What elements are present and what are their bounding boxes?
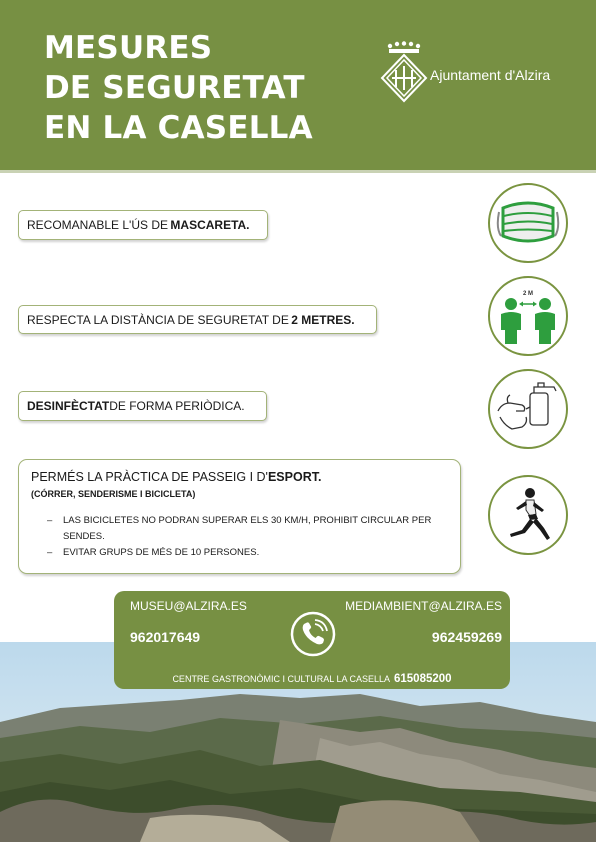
title-line-3: EN LA CASELLA: [44, 110, 313, 146]
centre-phone-link[interactable]: 615085200: [393, 673, 452, 685]
email-mediambient-link[interactable]: MEDIAMBIENT@ALZIRA.ES: [345, 599, 502, 613]
ajuntament-logo: [378, 40, 578, 110]
phone-right-link[interactable]: 962459269: [431, 629, 502, 645]
rule-mask-text: RECOMANABLE L'ÚS DE: [27, 218, 168, 232]
hand-sanitizer-icon: [488, 369, 568, 449]
logo-text: Ajuntament d'Alzira: [430, 67, 551, 83]
title-line-1: MESURES: [44, 30, 213, 66]
rule-distance-text: RESPECTA LA DISTÀNCIA DE SEGURETAT DE: [27, 312, 289, 327]
list-item: – LAS BICICLETES NO PODRAN SUPERAR ELS 30 KM/H, PROHIBIT CIRCULAR PER SENDES.: [63, 513, 448, 545]
svg-text:2 M: 2 M: [522, 291, 534, 297]
rule-sport-lead-bold: ESPORT.: [267, 470, 322, 484]
rule-sport-lead: [31, 470, 448, 484]
phone-left-link[interactable]: 962017649: [130, 629, 201, 645]
rule-distance: [18, 305, 377, 334]
centre-name: CENTRE GASTRONÒMIC I CULTURAL LA CASELLA: [172, 674, 390, 684]
rule-disinfect: [18, 391, 267, 421]
rule-mask: [18, 210, 268, 240]
rule-sport: [18, 459, 461, 574]
list-item: – EVITAR GRUPS DE MÉS DE 10 PERSONES.: [63, 545, 448, 561]
email-museu-link[interactable]: MUSEU@ALZIRA.ES: [130, 599, 247, 613]
page-title: [44, 28, 313, 148]
rule-disinfect-text: DE FORMA PERIÒDICA.: [109, 399, 245, 413]
phone-icon: [290, 611, 336, 657]
rule-sport-subtitle: (CÓRRER, SENDERISME I BICICLETA): [31, 489, 196, 499]
coat-of-arms-icon: [378, 40, 438, 110]
face-mask-icon: [488, 183, 568, 263]
header-divider: [0, 170, 596, 173]
rule-disinfect-bold: DESINFÈCTAT: [27, 399, 110, 413]
rule-distance-bold: 2 METRES.: [291, 312, 355, 327]
contact-footer: [114, 673, 510, 685]
rule-sport-list: [31, 513, 448, 561]
social-distance-icon: [488, 276, 568, 356]
runner-icon: [488, 475, 568, 555]
rule-sport-lead-text: PERMÉS LA PRÀCTICA DE PASSEIG I D': [31, 470, 268, 484]
contact-card: [114, 591, 510, 689]
rule-mask-bold: MASCARETA.: [170, 218, 250, 232]
title-line-2: DE SEGURETAT: [44, 70, 305, 106]
